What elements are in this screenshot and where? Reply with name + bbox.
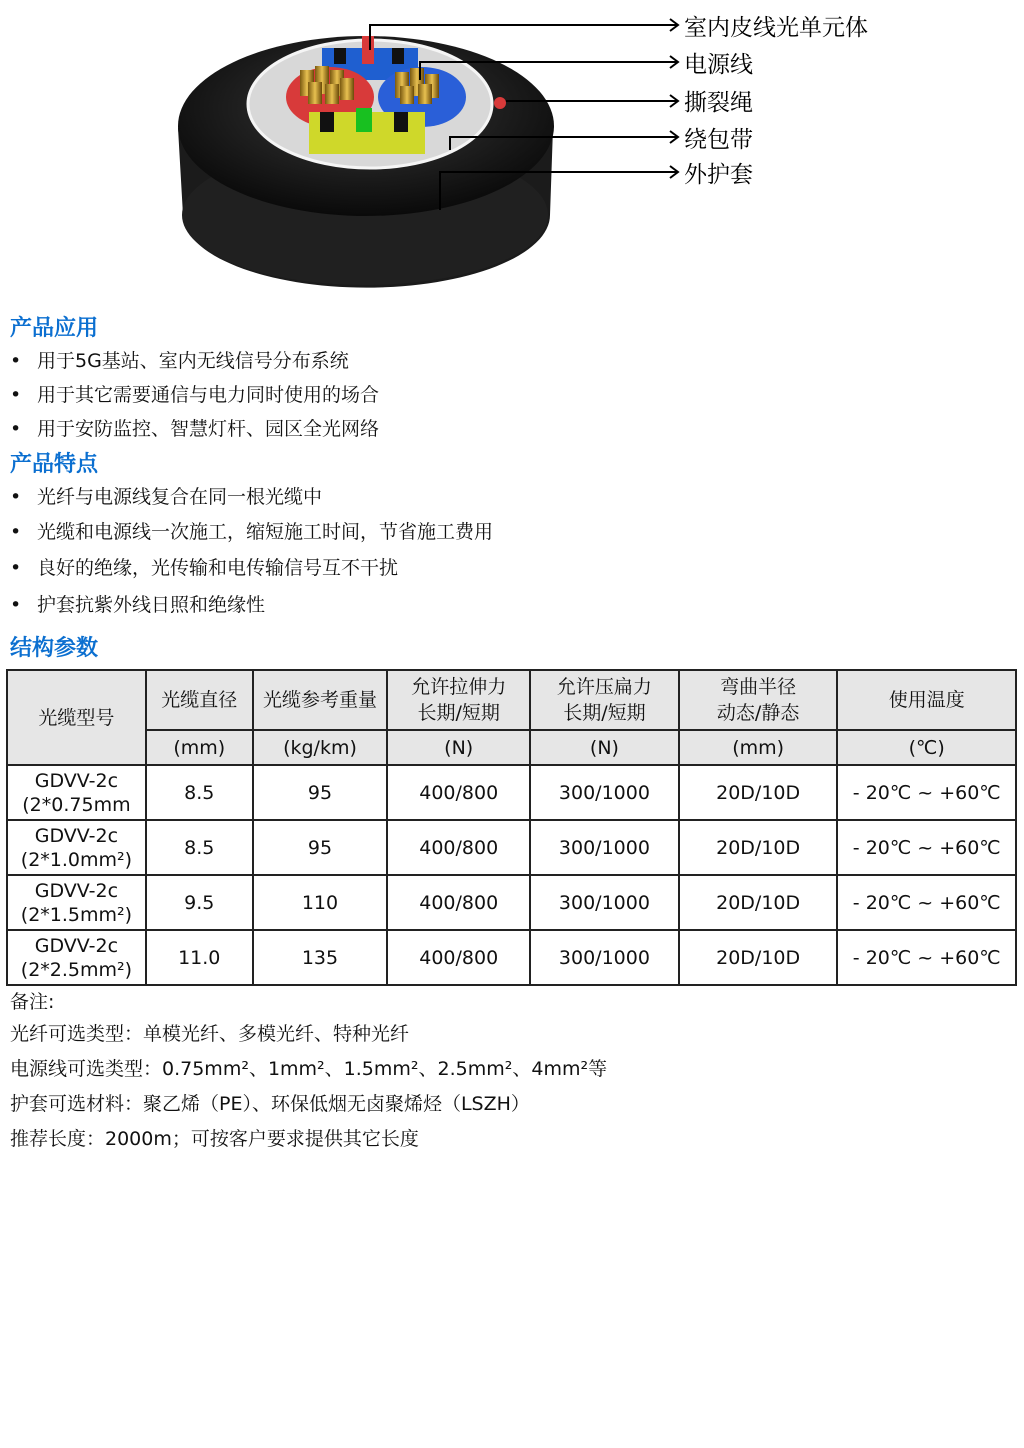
note-line: 推荐长度：2000m；可按客户要求提供其它长度 [10, 1128, 419, 1150]
unit: (mm) [679, 730, 838, 765]
notes-label: 备注: [10, 991, 55, 1013]
table-cell: 135 [253, 930, 388, 985]
table-cell: - 20℃ ~ +60℃ [837, 820, 1016, 875]
section-title-features: 产品特点 [10, 452, 99, 477]
table-cell: 400/800 [387, 820, 530, 875]
table-row [7, 930, 1016, 985]
unit: (mm) [146, 730, 253, 765]
table-cell: - 20℃ ~ +60℃ [837, 875, 1016, 930]
section-title-application: 产品应用 [10, 316, 99, 341]
label-indoor-drop-unit: 室内皮线光单元体 [684, 15, 868, 41]
table-cell: GDVV-2c (2*1.0mm²) [7, 820, 146, 875]
table-cell: 20D/10D [679, 820, 838, 875]
table-cell: 400/800 [387, 765, 530, 820]
table-cell: 11.0 [146, 930, 253, 985]
table-cell: 300/1000 [530, 820, 679, 875]
table-cell: 300/1000 [530, 930, 679, 985]
unit: (N) [530, 730, 679, 765]
table-row [7, 820, 1016, 875]
list-item: • 光缆和电源线一次施工，缩短施工时间，节省施工费用 [10, 517, 493, 544]
list-item: • 光纤与电源线复合在同一根光缆中 [10, 482, 322, 509]
table-cell: 20D/10D [679, 765, 838, 820]
list-item: • 用于安防监控、智慧灯杆、园区全光网络 [10, 414, 379, 441]
unit: (N) [387, 730, 530, 765]
table-cell: 9.5 [146, 875, 253, 930]
list-item: • 护套抗紫外线日照和绝缘性 [10, 590, 265, 617]
header-model: 光缆型号 [7, 670, 146, 765]
note-line: 电源线可选类型：0.75mm²、1mm²、1.5mm²、2.5mm²、4mm²等 [10, 1058, 608, 1080]
header-weight: 光缆参考重量 [253, 670, 388, 730]
table-cell: 400/800 [387, 875, 530, 930]
header-temperature: 使用温度 [837, 670, 1016, 730]
params-table [6, 669, 1017, 986]
label-rip-cord: 撕裂绳 [684, 90, 753, 116]
section-title-params: 结构参数 [10, 636, 99, 661]
note-line: 护套可选材料：聚乙烯（PE）、环保低烟无卤聚烯烃（LSZH） [10, 1093, 530, 1115]
list-item: • 良好的绝缘，光传输和电传输信号互不干扰 [10, 553, 398, 580]
table-cell: 110 [253, 875, 388, 930]
table-cell: 8.5 [146, 765, 253, 820]
table-cell: 300/1000 [530, 765, 679, 820]
unit: (kg/km) [253, 730, 388, 765]
table-row [7, 765, 1016, 820]
note-line: 光纤可选类型：单模光纤、多模光纤、特种光纤 [10, 1023, 410, 1045]
unit: (℃) [837, 730, 1016, 765]
list-item: • 用于5G基站、室内无线信号分布系统 [10, 346, 349, 373]
table-cell: 20D/10D [679, 930, 838, 985]
table-row [7, 875, 1016, 930]
table-cell: - 20℃ ~ +60℃ [837, 765, 1016, 820]
table-cell: GDVV-2c (2*1.5mm²) [7, 875, 146, 930]
label-outer-sheath: 外护套 [684, 162, 753, 188]
list-item: • 用于其它需要通信与电力同时使用的场合 [10, 380, 379, 407]
header-tensile: 允许拉伸力 长期/短期 [387, 670, 530, 730]
table-cell: 300/1000 [530, 875, 679, 930]
table-cell: GDVV-2c (2*0.75mm [7, 765, 146, 820]
header-crush: 允许压扁力 长期/短期 [530, 670, 679, 730]
table-cell: - 20℃ ~ +60℃ [837, 930, 1016, 985]
table-cell: 95 [253, 765, 388, 820]
table-cell: GDVV-2c (2*2.5mm²) [7, 930, 146, 985]
label-power-wire: 电源线 [684, 52, 753, 78]
cable-cross-section-diagram [0, 0, 1024, 300]
label-wrapping-tape: 绕包带 [684, 127, 753, 153]
table-cell: 95 [253, 820, 388, 875]
table-cell: 400/800 [387, 930, 530, 985]
table-cell: 20D/10D [679, 875, 838, 930]
header-bend-radius: 弯曲半径 动态/静态 [679, 670, 838, 730]
table-cell: 8.5 [146, 820, 253, 875]
header-diameter: 光缆直径 [146, 670, 253, 730]
